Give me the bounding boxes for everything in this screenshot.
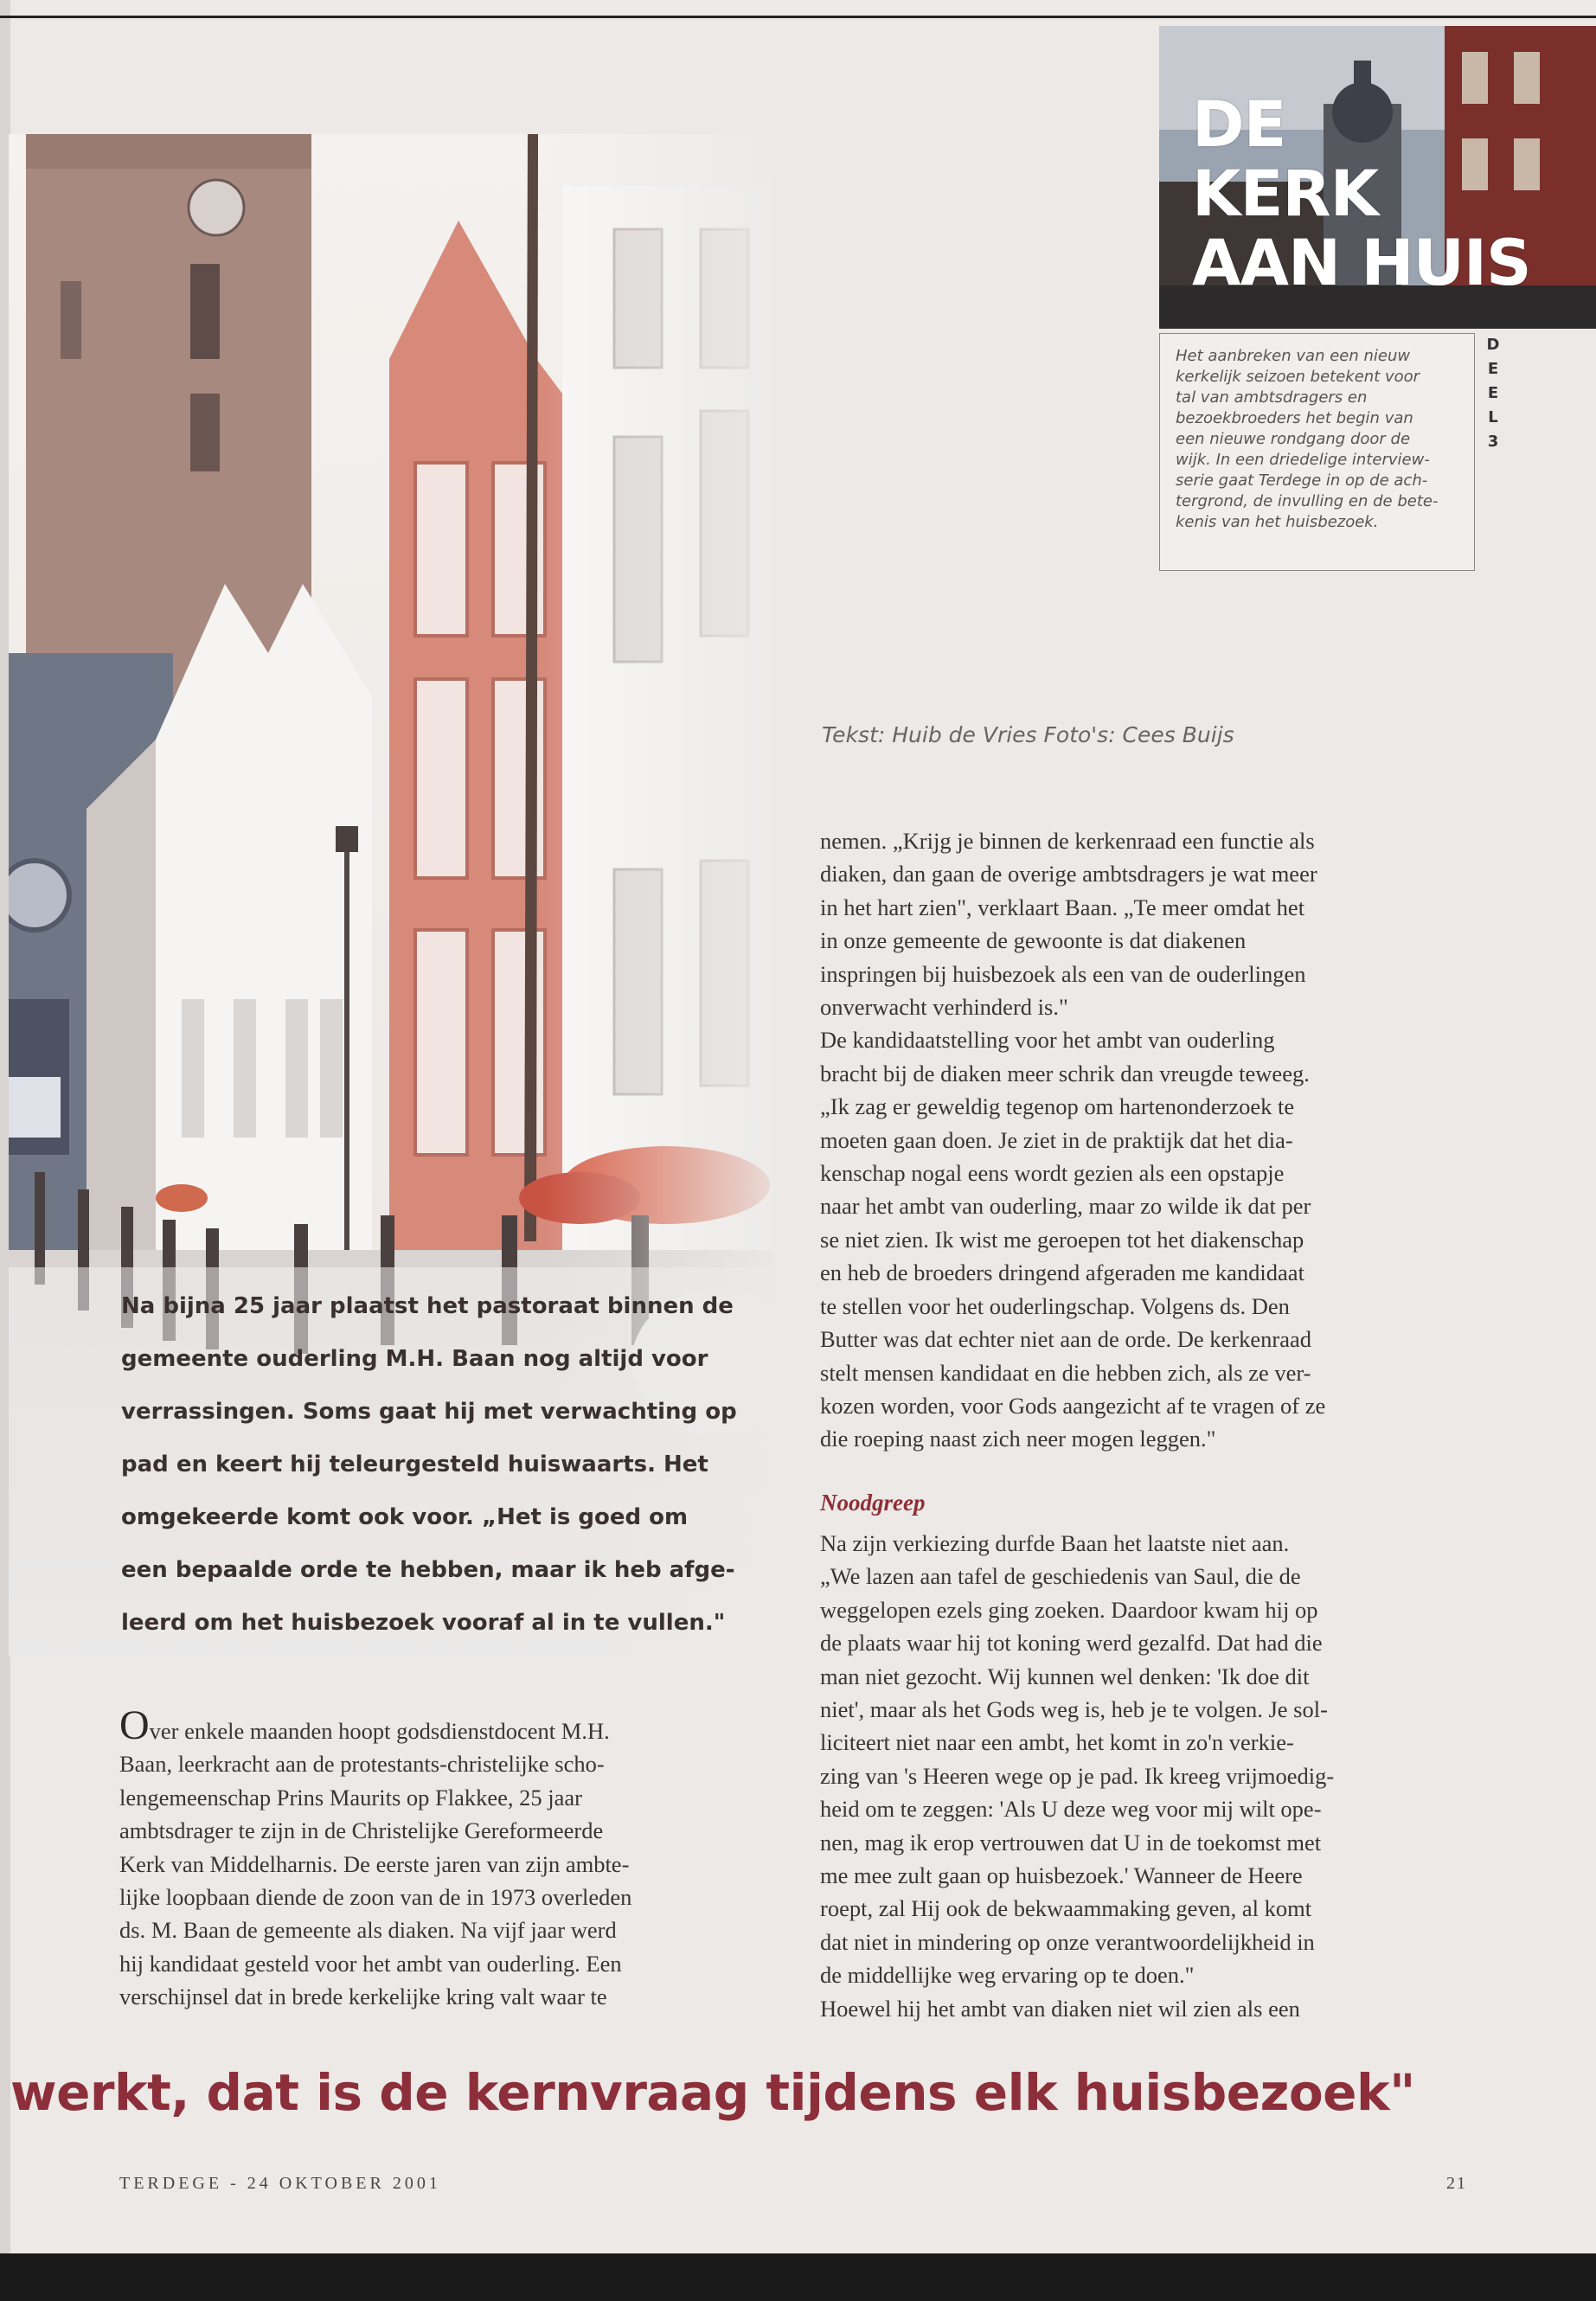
body-line: „Ik zag er geweldig tegenop om hartenonderzoek te [820, 1093, 1295, 1120]
title-line: DE [1192, 88, 1286, 162]
body-line: lijke loopbaan diende de zoon van de in 1973 overleden [119, 1884, 632, 1911]
body-line: De kandidaatstelling voor het ambt van ouderling [820, 1027, 1275, 1054]
body-line: roept, zal Hij ook de bekwaammaking geven, al komt [820, 1895, 1312, 1922]
lead-line: Na bijna 25 jaar plaatst het pastoraat binnen de [121, 1293, 734, 1319]
lead-line: verrassingen. Soms gaat hij met verwachting op [121, 1399, 737, 1425]
body-line: lengemeenschap Prins Maurits op Flakkee, 25 jaar [119, 1784, 583, 1811]
body-column-right-bottom [820, 1527, 1334, 2025]
part-letter: E [1487, 384, 1499, 402]
body-line: kozen worden, voor Gods aangezicht af te vragen of ze [820, 1392, 1326, 1419]
body-line: se niet zien. Ik wist me geroepen tot het diakenschap [820, 1226, 1304, 1253]
body-column-left [119, 1702, 632, 2014]
intro-line: een nieuwe rondgang door de [1176, 430, 1411, 448]
lead-line: een bepaalde orde te hebben, maar ik heb afge- [121, 1557, 735, 1583]
body-line: verschijnsel dat in brede kerkelijke kring valt waar te [119, 1984, 607, 2010]
body-line: dat niet in mindering op onze verantwoordelijkheid in [820, 1928, 1315, 1955]
part-letter: L [1488, 408, 1498, 426]
body-line: diaken, dan gaan de overige ambtsdragers je wat meer [820, 861, 1317, 888]
intro-line: bezoekbroeders het begin van [1176, 409, 1413, 427]
body-line: ds. M. Baan de gemeente als diaken. Na vijf jaar werd [119, 1917, 617, 1944]
body-line: man niet gezocht. Wij kunnen wel denken: 'Ik doe dit [820, 1663, 1310, 1689]
body-line: Kerk van Middelharnis. De eerste jaren van zijn ambte- [119, 1850, 630, 1877]
body-text: ver enkele maanden hoopt godsdienstdocent M.H. [149, 1718, 610, 1744]
body-line: Na zijn verkiezing durfde Baan het laatste niet aan. [820, 1530, 1290, 1556]
body-line: naar het ambt van ouderling, maar zo wilde ik dat per [820, 1193, 1311, 1220]
pull-quote: werkt, dat is de kernvraag tijdens elk huisbezoek" [10, 2063, 1415, 2122]
title-line: AAN HUIS [1192, 227, 1531, 300]
body-line: moeten gaan doen. Je ziet in de praktijk dat het dia- [820, 1126, 1293, 1153]
page-number: 21 [1446, 2174, 1467, 2193]
body-line: nemen. „Krijg je binnen de kerkenraad een functie als [820, 828, 1315, 854]
body-line: weggelopen ezels ging zoeken. Daardoor kwam hij op [820, 1596, 1318, 1623]
body-line: Baan, leerkracht aan de protestants-christelijke scho- [119, 1751, 605, 1778]
body-line: kenschap nogal eens wordt gezien als een opstapje [820, 1160, 1285, 1187]
body-line: en heb de broeders dringend afgeraden me kandidaat [820, 1259, 1304, 1286]
author-credits: Tekst: Huib de Vries Foto's: Cees Buijs [822, 722, 1234, 747]
lead-line: pad en keert hij teleurgesteld huiswaarts. Het [121, 1452, 708, 1477]
lead-line: leerd om het huisbezoek vooraf al in te vullen." [121, 1610, 726, 1636]
body-line: in het hart zien", verklaart Baan. „Te meer omdat het [820, 894, 1305, 920]
body-line [119, 1702, 631, 1748]
article-title [1192, 88, 1531, 300]
part-letter: D [1486, 336, 1500, 354]
body-line: in onze gemeente de gewoonte is dat diakenen [820, 927, 1247, 954]
body-line: zing van 's Heeren wege op je pad. Ik kreeg vrijmoedig- [820, 1762, 1335, 1789]
body-line: heid om te zeggen: 'Als U deze weg voor mij wilt ope- [820, 1796, 1322, 1823]
part-letter: E [1487, 360, 1499, 378]
subheading: Noodgreep [820, 1490, 926, 1516]
title-line: KERK [1192, 157, 1379, 231]
body-line: die roeping naast zich neer mogen leggen." [820, 1426, 1216, 1452]
intro-line: tergrond, de invulling en de bete- [1176, 492, 1439, 510]
lead-paragraph [121, 1280, 753, 1650]
body-line: Butter was dat echter niet aan de orde. De kerkenraad [820, 1326, 1312, 1353]
body-line: bracht bij de diaken meer schrik dan vreugde teweeg. [820, 1060, 1310, 1086]
body-line: Hoewel hij het ambt van diaken niet wil zien als een [820, 1995, 1300, 2022]
series-part-label [1484, 333, 1502, 454]
body-line: me mee zult gaan op huisbezoek.' Wanneer de Heere [820, 1862, 1303, 1889]
body-line: ambtsdrager te zijn in de Christelijke Gereformeerde [119, 1817, 604, 1844]
body-line: nen, mag ik erop vertrouwen dat U in de toekomst met [820, 1829, 1322, 1856]
lead-line: omgekeerde komt ook voor. „Het is goed om [121, 1504, 689, 1530]
body-line: niet', maar als het Gods weg is, heb je te volgen. Je sol- [820, 1696, 1328, 1723]
body-column-right-top [820, 824, 1325, 1456]
body-line: „We lazen aan tafel de geschiedenis van Saul, die de [820, 1563, 1301, 1590]
intro-line: tal van ambtsdragers en [1176, 388, 1368, 407]
body-line: liciteert niet naar een ambt, het komt in zo'n verkie- [820, 1729, 1294, 1756]
body-line: inspringen bij huisbezoek als een van de ouderlingen [820, 960, 1306, 987]
top-rule [0, 16, 1596, 18]
footer-issue: TERDEGE - 24 OKTOBER 2001 [119, 2174, 441, 2193]
bottom-scan-edge [0, 2253, 1596, 2301]
body-line: onverwacht verhinderd is." [820, 994, 1068, 1021]
body-line: de plaats waar hij tot koning werd gezalfd. Dat had die [820, 1630, 1323, 1657]
lead-line: gemeente ouderling M.H. Baan nog altijd voor [121, 1346, 708, 1372]
drop-cap: O [119, 1702, 150, 1748]
series-intro-box [1159, 333, 1475, 571]
intro-line: Het aanbreken van een nieuw [1176, 347, 1411, 365]
body-line: stelt mensen kandidaat en die hebben zich, als ze ver- [820, 1359, 1311, 1386]
intro-line: kenis van het huisbezoek. [1176, 513, 1379, 531]
part-number: 3 [1487, 433, 1499, 451]
body-line: hij kandidaat gesteld voor het ambt van ouderling. Een [119, 1950, 622, 1977]
body-line: te stellen voor het ouderlingschap. Volgens ds. Den [820, 1292, 1290, 1319]
intro-line: kerkelijk seizoen betekent voor [1176, 368, 1420, 386]
intro-line: wijk. In een driedelige interview- [1176, 451, 1430, 469]
intro-line: serie gaat Terdege in op de ach- [1176, 471, 1428, 490]
body-line: de middellijke weg ervaring op te doen." [820, 1962, 1195, 1989]
